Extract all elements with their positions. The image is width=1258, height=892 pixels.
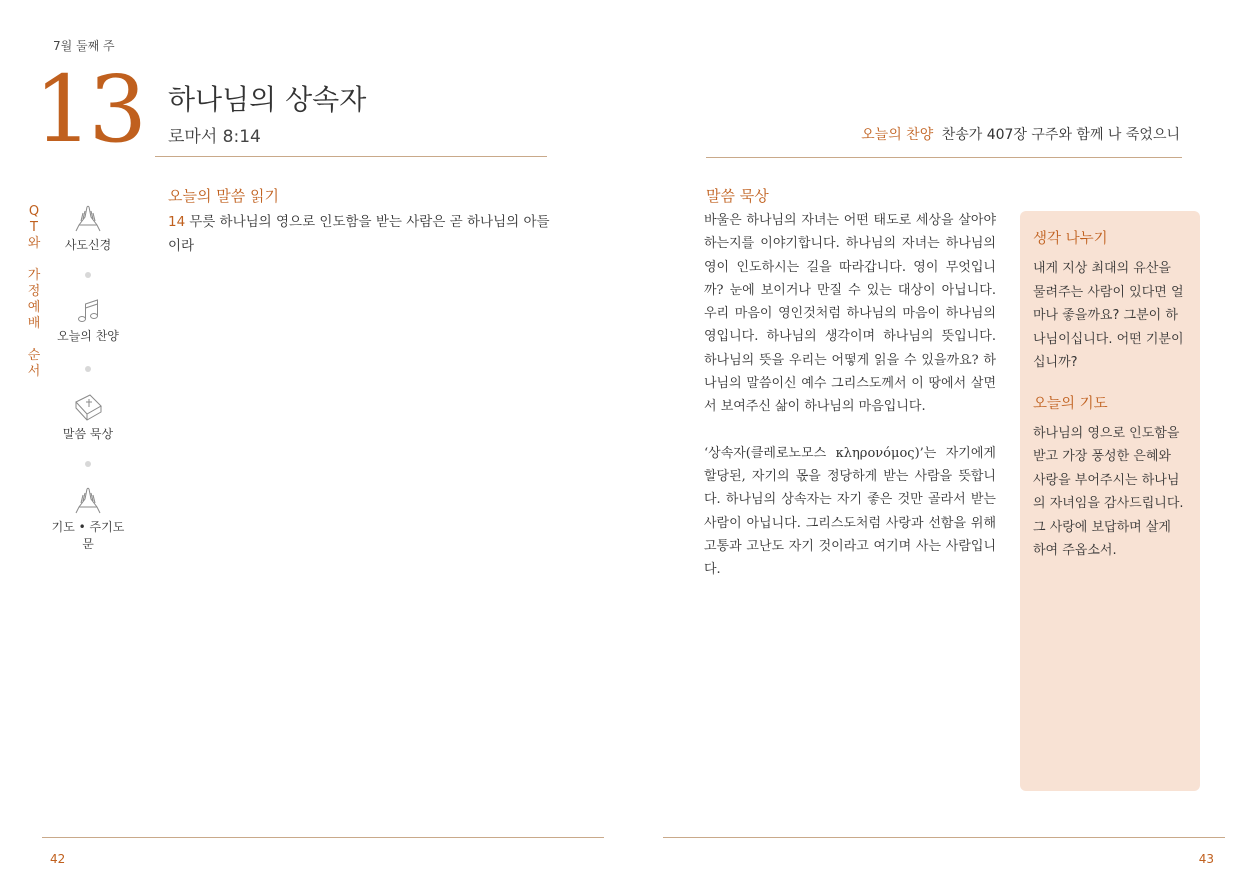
day-number: 13 xyxy=(34,56,144,163)
prayer-title: 오늘의 기도 xyxy=(1033,395,1108,412)
sharing-text: 내게 지상 최대의 유산을 물려주는 사람이 있다면 얼마나 좋을까요? 그분이 하나님이십니다. 어떤 기분이십니까? xyxy=(1033,261,1184,370)
vertical-char: 예 xyxy=(27,300,41,315)
vertical-char: 순 xyxy=(27,348,41,363)
meditation-body xyxy=(704,209,996,581)
reflection-box xyxy=(1020,211,1200,791)
reading-title: 오늘의 말씀 읽기 xyxy=(168,187,279,205)
vertical-char: 와 xyxy=(27,236,41,251)
verse-block xyxy=(168,210,558,258)
music-note-icon xyxy=(73,298,103,324)
sidebar-vertical-title xyxy=(27,204,41,380)
separator-dot xyxy=(85,272,91,278)
sidebar-item-meditation xyxy=(48,392,128,442)
divider xyxy=(155,156,547,157)
divider xyxy=(706,157,1182,158)
verse-number: 14 xyxy=(168,214,186,230)
week-label: 7월 둘째 주 xyxy=(53,39,115,53)
vertical-gap xyxy=(27,252,41,268)
sidebar-item-prayer xyxy=(48,487,128,552)
page-number-left: 42 xyxy=(50,852,66,866)
meditation-paragraph: 바울은 하나님의 자녀는 어떤 태도로 세상을 살아야 하는지를 이야기합니다. 하나님의 자녀는 하나님의 영이 인도하시는 길을 따라갑니다. 영이 무엇입니까? 눈에 보이거나 만질 수 있는 대상이 아닙니다. 우리 마음이 영인것처럼 하나님의 마음이 하나님의 영입니다. 하나님의 생각이며 하나님의 뜻입니다. 하나님의 뜻을 우리는 어떻게 읽을 수 있을까요? 하나님의 말씀이신 예수 그리스도께서 이 땅에서 살면서 보여주신 삶이 하나님의 마음입니다. xyxy=(704,213,996,415)
separator-dot xyxy=(85,366,91,372)
hymn-text: 찬송가 407장 구주와 함께 나 죽었으니 xyxy=(941,127,1180,143)
vertical-char: 정 xyxy=(27,284,41,299)
bible-icon xyxy=(72,392,104,422)
footer-divider xyxy=(663,837,1225,838)
verse-text: 무릇 하나님의 영으로 인도함을 받는 사람은 곧 하나님의 아들이라 xyxy=(168,214,550,254)
sidebar-item-hymn xyxy=(48,298,128,344)
hymn-label: 오늘의 찬양 xyxy=(861,127,934,143)
sidebar-item-label: 말씀 묵상 xyxy=(62,427,114,441)
meditation-paragraph: ‘상속자(클레로노모스 κληρονόμος)’는 자기에게 할당된, 자기의 몫을 정당하게 받는 사람을 뜻합니다. 하나님의 상속자는 자기 좋은 것만 골라서 받는 사람이 아닙니다. 그리스도처럼 사랑과 선함을 위해 고통과 고난도 자기 것이라고 여기며 사는 사람입니다. xyxy=(704,445,996,578)
hymn-line xyxy=(861,124,1180,144)
prayer-text: 하나님의 영으로 인도함을 받고 가장 풍성한 은혜와 사랑을 부어주시는 하나님의 자녀임을 감사드립니다. 그 사랑에 보답하며 살게 하여 주옵소서. xyxy=(1033,425,1184,558)
sharing-title: 생각 나누기 xyxy=(1033,231,1108,247)
footer-divider xyxy=(42,837,604,838)
meditation-title: 말씀 묵상 xyxy=(706,187,769,205)
sidebar-item-label: 사도신경 xyxy=(64,238,112,252)
vertical-char: Q xyxy=(28,204,40,219)
vertical-char: 서 xyxy=(27,364,41,379)
vertical-char: 배 xyxy=(27,316,41,331)
vertical-gap xyxy=(27,332,41,348)
praying-hands-icon xyxy=(73,205,103,233)
vertical-char: T xyxy=(30,220,38,235)
sidebar-item-creed xyxy=(48,205,128,253)
praying-hands-icon xyxy=(73,487,103,515)
separator-dot xyxy=(85,461,91,467)
sidebar-item-label: 기도 • 주기도문 xyxy=(51,520,125,551)
scripture-reference: 로마서 8:14 xyxy=(168,127,261,147)
page-number-right: 43 xyxy=(1198,852,1214,866)
vertical-char: 가 xyxy=(27,268,41,283)
page-title: 하나님의 상속자 xyxy=(168,83,367,116)
sidebar-item-label: 오늘의 찬양 xyxy=(57,329,119,343)
